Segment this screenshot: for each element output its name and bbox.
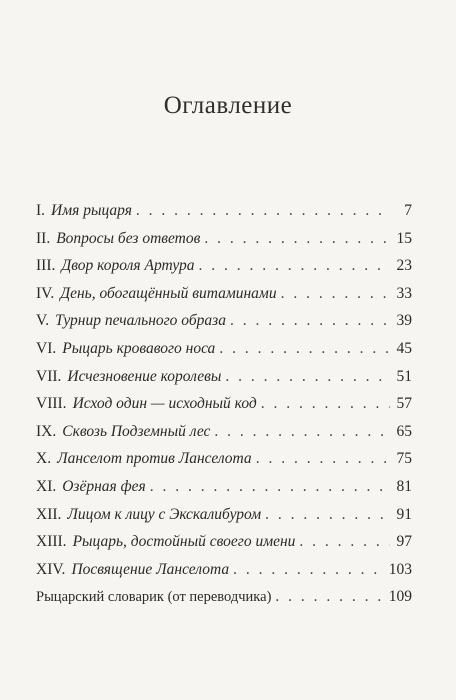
table-of-contents [36, 202, 412, 616]
toc-leader-dots [136, 202, 390, 220]
toc-leader-dots [265, 506, 390, 524]
toc-chapter-number: IV. [36, 284, 55, 302]
toc-entry [36, 561, 412, 589]
toc-entry [36, 395, 412, 423]
toc-chapter-number: XIII. [36, 533, 67, 551]
toc-entry [36, 340, 412, 368]
toc-chapter-title: Рыцарь кровавого носа [62, 339, 216, 357]
toc-entry [36, 506, 412, 534]
toc-chapter-number: V. [36, 312, 50, 330]
toc-chapter-title: Сквозь Подземный лес [62, 422, 211, 440]
toc-chapter-title: Рыцарский словарик (от переводчика) [36, 589, 272, 606]
toc-leader-dots [261, 395, 390, 413]
page-title: Оглавление [163, 92, 293, 119]
toc-page-number: 51 [396, 367, 412, 385]
toc-entry [36, 312, 412, 340]
toc-chapter-number: VIII. [36, 395, 67, 413]
toc-leader-dots [275, 588, 384, 606]
toc-chapter-title: Имя рыцаря [51, 202, 132, 219]
toc-chapter-title: Исчезновение королевы [67, 367, 222, 385]
toc-leader-dots [256, 450, 390, 468]
toc-entry [36, 533, 412, 561]
toc-leader-dots [233, 561, 385, 579]
toc-leader-dots [199, 257, 391, 275]
toc-chapter-number: IX. [36, 422, 57, 440]
toc-chapter-number: XIV. [36, 560, 66, 578]
toc-page-number: 75 [396, 450, 412, 468]
toc-chapter-title: Посвящение Ланселота [71, 560, 230, 578]
toc-chapter-number: II. [36, 229, 51, 247]
toc-chapter-title: Вопросы без ответов [56, 229, 201, 247]
toc-page-number: 81 [396, 477, 412, 495]
toc-chapter-title: Озёрная фея [62, 477, 146, 495]
toc-entry [36, 285, 412, 313]
toc-entry [36, 588, 412, 616]
toc-chapter-number: X. [36, 450, 52, 468]
toc-page-number: 7 [404, 202, 412, 219]
toc-chapter-title: День, обогащённый витаминами [60, 284, 277, 302]
toc-page-number: 91 [396, 505, 412, 523]
toc-leader-dots [299, 533, 390, 551]
toc-chapter-number: VII. [36, 367, 62, 385]
toc-page-number: 57 [396, 395, 412, 413]
toc-page-number: 23 [396, 257, 412, 275]
toc-leader-dots [230, 312, 390, 330]
toc-page-number: 33 [396, 284, 412, 302]
toc-chapter-title: Исход один — исходный код [72, 395, 257, 413]
toc-page-number: 97 [396, 533, 412, 551]
toc-leader-dots [281, 285, 390, 303]
toc-chapter-number: VI. [36, 339, 57, 357]
toc-leader-dots [214, 423, 390, 441]
toc-leader-dots [219, 340, 390, 358]
toc-page-number: 109 [388, 588, 412, 606]
toc-page-number: 39 [396, 312, 412, 330]
toc-entry [36, 478, 412, 506]
toc-leader-dots [204, 230, 390, 248]
toc-page-number: 15 [396, 229, 412, 247]
toc-chapter-number: III. [36, 257, 56, 275]
toc-page-number: 45 [396, 339, 412, 357]
toc-chapter-title: Турнир печального образа [55, 312, 226, 330]
toc-chapter-title: Ланселот против Ланселота [57, 450, 252, 468]
toc-chapter-number: I. [36, 202, 46, 219]
toc-entry [36, 202, 412, 230]
toc-page-number: 103 [388, 560, 412, 578]
toc-chapter-title: Рыцарь, достойный своего имени [72, 533, 296, 551]
toc-entry [36, 230, 412, 258]
toc-chapter-title: Двор короля Артура [61, 257, 195, 275]
toc-page-number: 65 [396, 422, 412, 440]
toc-entry [36, 257, 412, 285]
toc-leader-dots [150, 478, 390, 496]
toc-entry [36, 423, 412, 451]
toc-chapter-number: XII. [36, 505, 62, 523]
toc-entry [36, 368, 412, 396]
toc-leader-dots [225, 368, 390, 386]
toc-chapter-number: XI. [36, 477, 57, 495]
toc-entry [36, 450, 412, 478]
toc-chapter-title: Лицом к лицу с Экскалибуром [67, 505, 262, 523]
